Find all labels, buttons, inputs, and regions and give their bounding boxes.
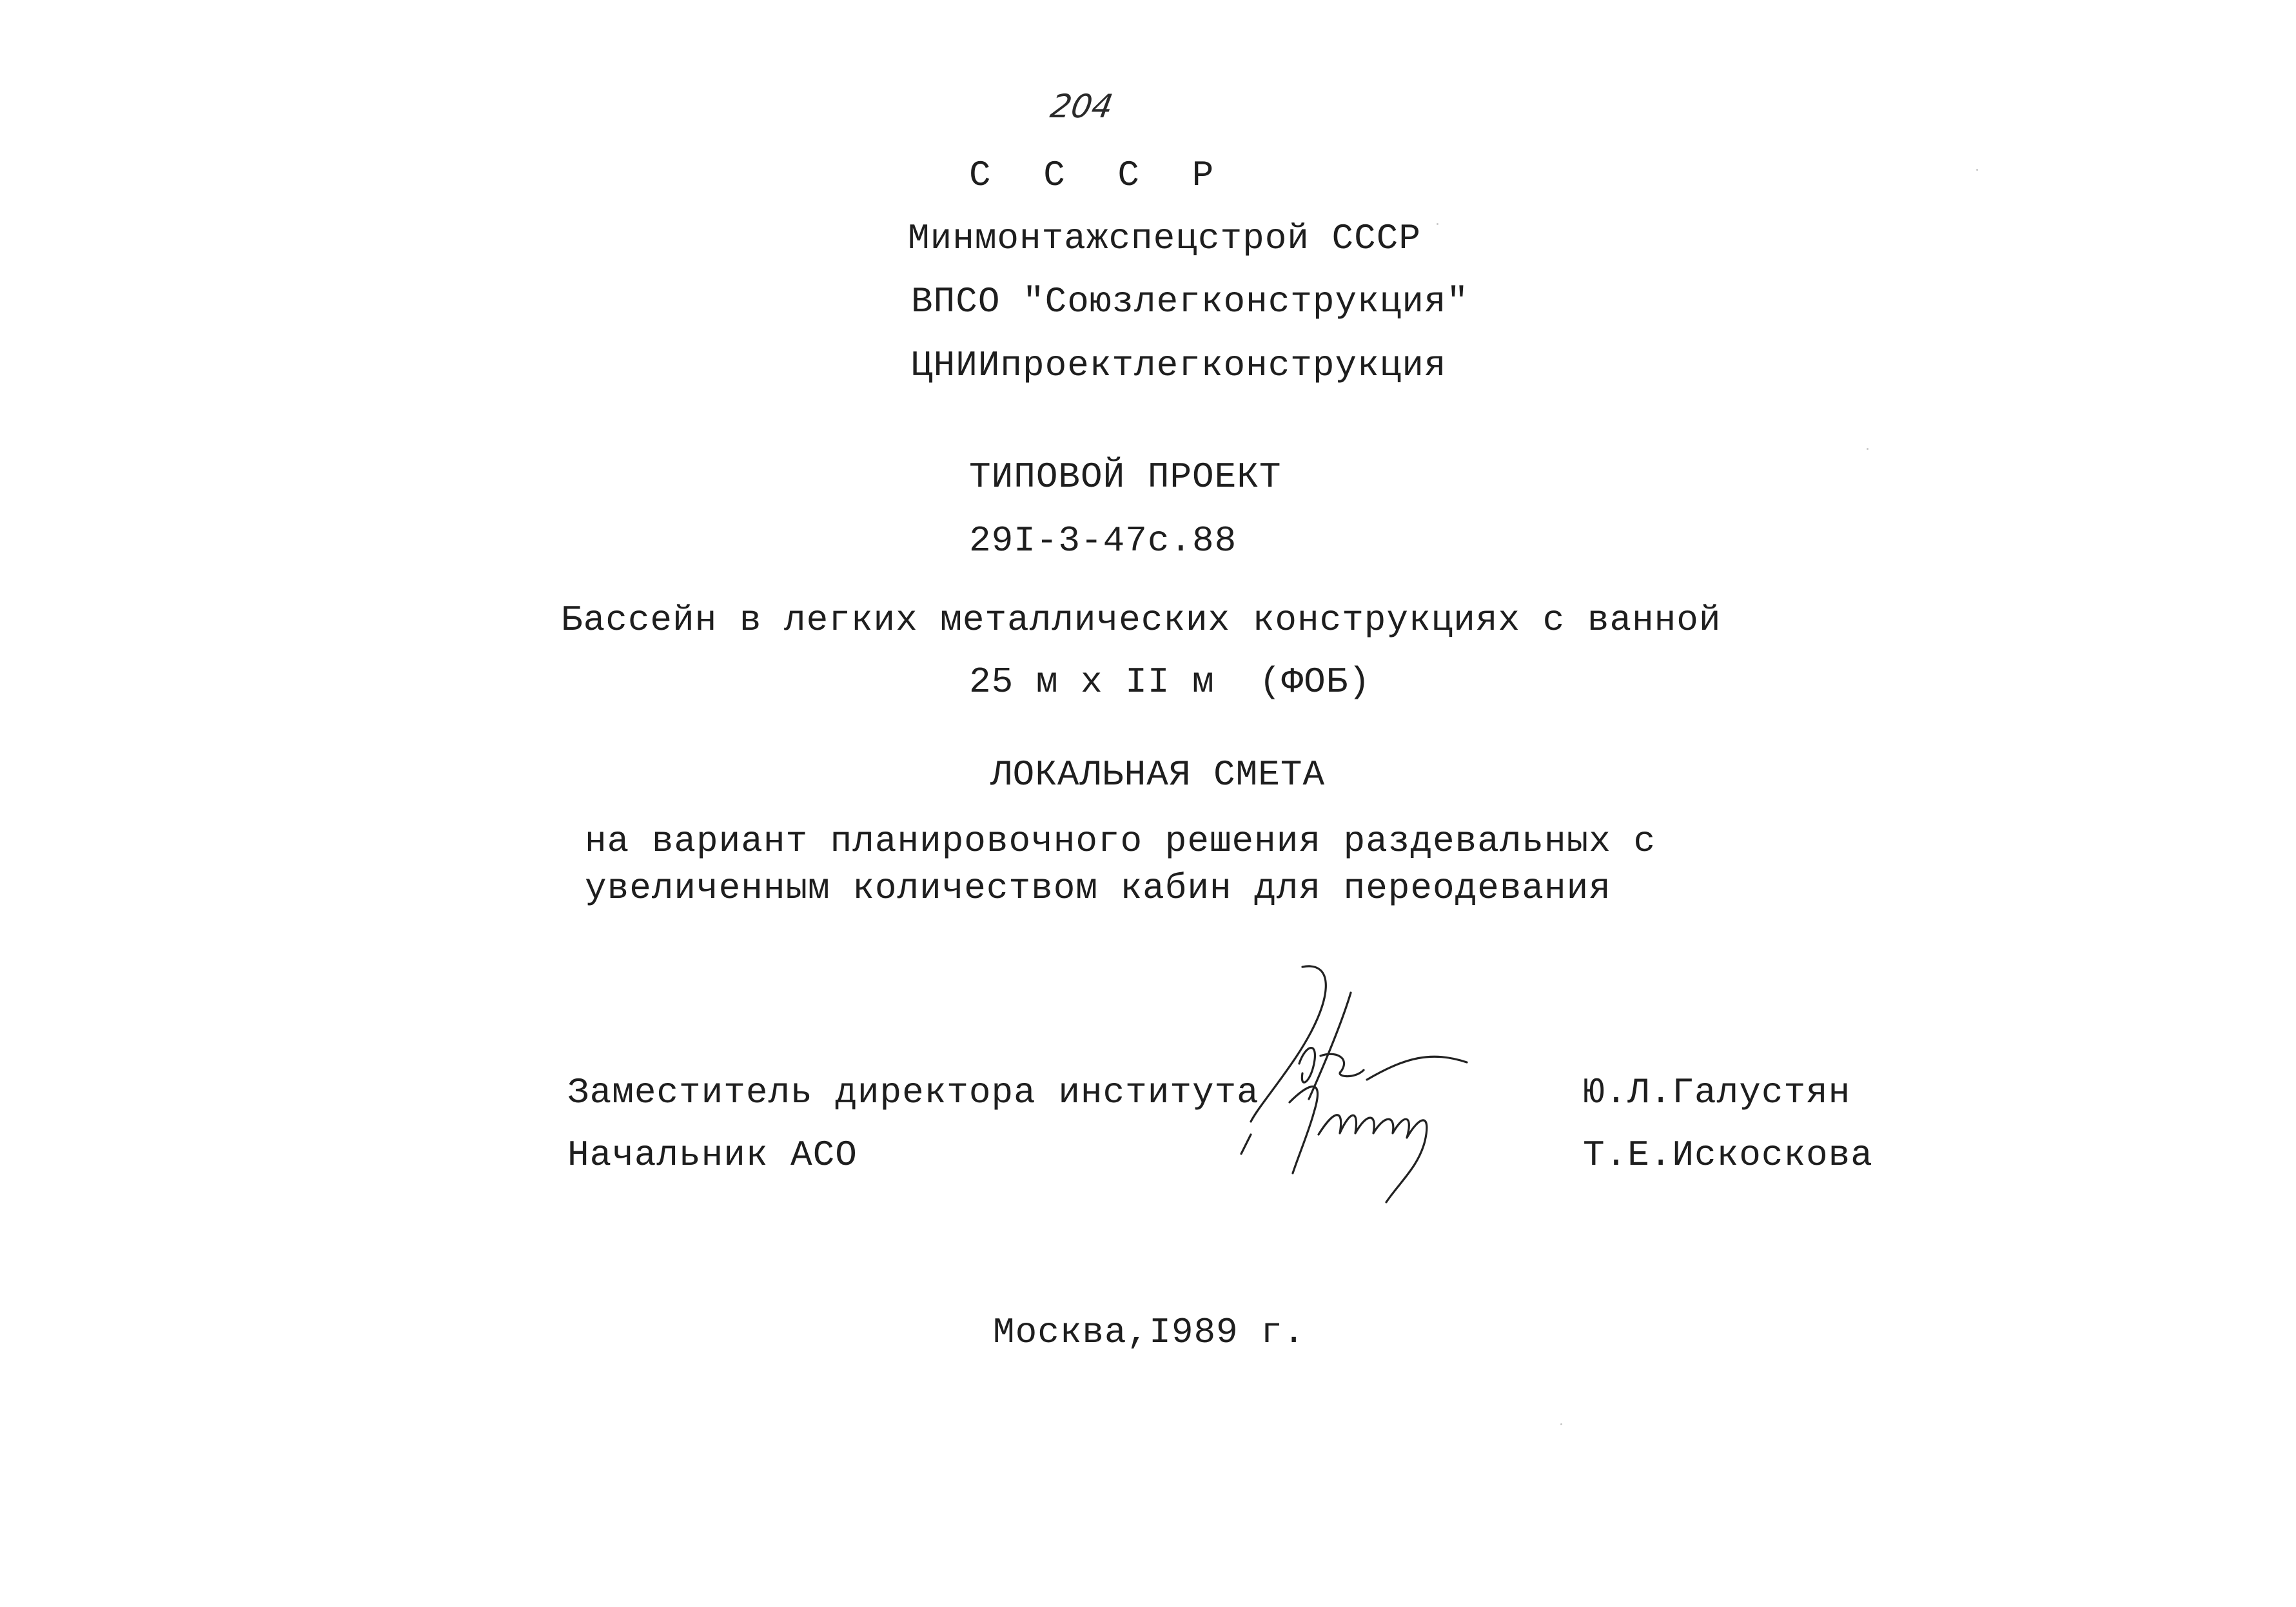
- scan-speck: [1867, 448, 1869, 450]
- scan-speck: [1437, 223, 1438, 225]
- place-date: Москва,I989 г.: [993, 1312, 1306, 1353]
- ministry-name: Минмонтажспецстрой СССР: [908, 218, 1421, 259]
- country-heading: С С С Р: [969, 155, 1230, 196]
- project-title-line1: Бассейн в легких металлических конструкциях с ванной: [561, 599, 1722, 641]
- page-number: 204: [1047, 88, 1116, 125]
- project-number: 29I-3-47с.88: [969, 520, 1237, 561]
- document-type: ЛОКАЛЬНАЯ СМЕТА: [990, 754, 1326, 795]
- signatory-position-2: Начальник АСО: [567, 1135, 858, 1176]
- scan-speck: [1976, 169, 1978, 171]
- project-title-line2: 25 м х II м (ФОБ): [969, 661, 1371, 703]
- project-label: ТИПОВОЙ ПРОЕКТ: [969, 456, 1282, 498]
- signatory-position-1: Заместитель директора института: [567, 1072, 1259, 1113]
- institute-name: ЦНИИпроектлегконструкция: [911, 345, 1447, 386]
- signatory-name-2: Т.Е.Искоскова: [1583, 1135, 1873, 1176]
- association-name: ВПСО "Союзлегконструкция": [911, 281, 1469, 322]
- document-subject-line1: на вариант планировочного решения раздевальных с: [585, 821, 1656, 862]
- signatory-name-1: Ю.Л.Галустян: [1583, 1072, 1851, 1113]
- scan-speck: [1560, 1423, 1562, 1425]
- document-subject-line2: увеличенным количеством кабин для переодевания: [585, 868, 1611, 909]
- handwritten-signatures: [1238, 960, 1560, 1218]
